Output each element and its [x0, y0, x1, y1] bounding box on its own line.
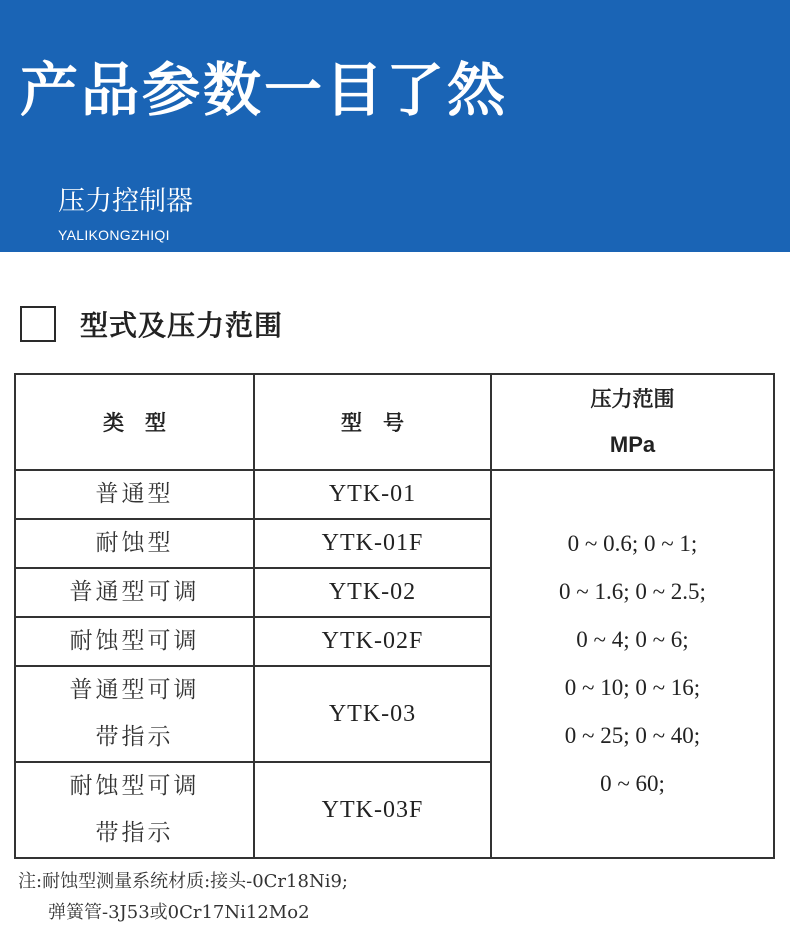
range-line: 0 ~ 0.6; 0 ~ 1;	[567, 531, 698, 556]
product-name-pinyin: YALIKONGZHIQI	[58, 227, 170, 243]
note-line-2: 弹簧管-3J53或0Cr17Ni12Mo2	[48, 902, 310, 923]
header-type: 类 型	[15, 374, 254, 470]
type-line: 普通型	[95, 481, 174, 507]
type-line: 普通型可调	[69, 677, 200, 703]
type-line: 带指示	[95, 820, 174, 846]
type-cell	[15, 762, 254, 858]
header-banner	[0, 0, 790, 252]
product-name: 压力控制器	[58, 186, 193, 217]
material-note	[18, 866, 348, 928]
range-line: 0 ~ 1.6; 0 ~ 2.5;	[559, 579, 706, 604]
range-line: 0 ~ 25; 0 ~ 40;	[564, 723, 701, 748]
type-cell	[15, 568, 254, 617]
table-row	[15, 470, 774, 519]
type-cell	[15, 519, 254, 568]
checkbox-square-icon	[20, 306, 56, 342]
range-cell	[491, 470, 774, 858]
model-cell: YTK-03F	[254, 762, 491, 858]
header-range-label: 压力范围	[590, 387, 675, 411]
model-cell: YTK-02F	[254, 617, 491, 666]
section-heading	[20, 304, 283, 344]
model-cell: YTK-01F	[254, 519, 491, 568]
header-range	[491, 374, 774, 470]
type-line: 耐蚀型	[95, 530, 174, 556]
type-cell	[15, 617, 254, 666]
header-model: 型 号	[254, 374, 491, 470]
range-line: 0 ~ 4; 0 ~ 6;	[576, 627, 689, 652]
banner-title: 产品参数一目了然	[20, 56, 509, 124]
type-line: 耐蚀型可调	[69, 773, 200, 799]
range-line: 0 ~ 60;	[600, 771, 665, 796]
type-cell	[15, 666, 254, 762]
type-line: 普通型可调	[69, 579, 200, 605]
model-cell: YTK-01	[254, 470, 491, 519]
model-cell: YTK-02	[254, 568, 491, 617]
type-line: 带指示	[95, 724, 174, 750]
header-range-unit: MPa	[609, 432, 656, 457]
range-line: 0 ~ 10; 0 ~ 16;	[564, 675, 701, 700]
table-header-row	[15, 374, 774, 470]
model-cell: YTK-03	[254, 666, 491, 762]
note-line-1: 注:耐蚀型测量系统材质:接头-0Cr18Ni9;	[18, 871, 348, 892]
type-line: 耐蚀型可调	[69, 628, 200, 654]
spec-table	[14, 373, 775, 859]
type-cell	[15, 470, 254, 519]
section-title: 型式及压力范围	[80, 309, 284, 342]
